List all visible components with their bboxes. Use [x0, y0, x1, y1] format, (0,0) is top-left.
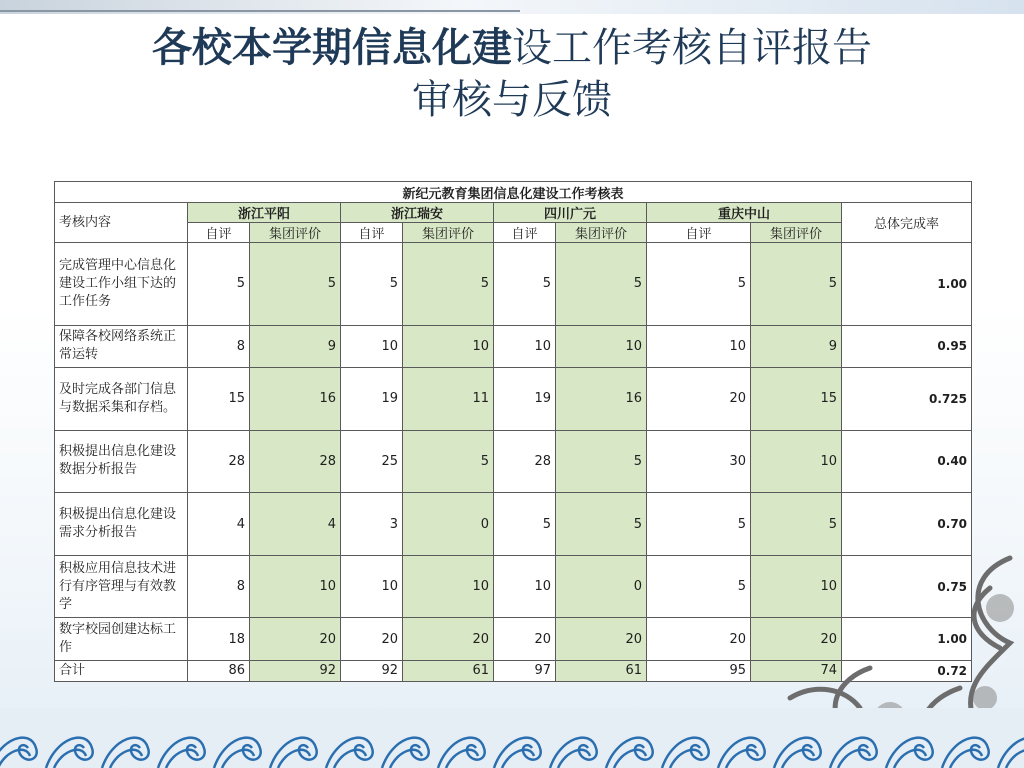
completion-rate-cell: 0.725 [842, 368, 972, 431]
group-eval-cell: 9 [250, 325, 341, 367]
table-row [55, 368, 972, 431]
row-item-label: 积极提出信息化建设数据分析报告 [55, 430, 188, 493]
self-eval-cell: 3 [341, 493, 403, 556]
self-eval-cell: 5 [647, 555, 751, 618]
group-eval-cell: 10 [751, 555, 842, 618]
title-line-2: 审核与反馈 [412, 77, 612, 123]
header-self-eval: 自评 [341, 223, 403, 243]
completion-rate-cell: 0.75 [842, 555, 972, 618]
completion-rate-cell: 1.00 [842, 618, 972, 660]
group-eval-cell: 5 [556, 493, 647, 556]
group-eval-cell: 5 [556, 243, 647, 326]
table-row [55, 243, 972, 326]
table-caption: 新纪元教育集团信息化建设工作考核表 [55, 182, 972, 203]
header-rate: 总体完成率 [842, 203, 972, 243]
table-row [55, 430, 972, 493]
group-eval-cell: 61 [556, 660, 647, 681]
header-group-eval: 集团评价 [556, 223, 647, 243]
group-eval-cell: 5 [250, 243, 341, 326]
group-eval-cell: 20 [403, 618, 494, 660]
header-self-eval: 自评 [188, 223, 250, 243]
group-eval-cell: 16 [556, 368, 647, 431]
header-item: 考核内容 [55, 203, 188, 243]
self-eval-cell: 5 [341, 243, 403, 326]
row-item-label: 积极提出信息化建设需求分析报告 [55, 493, 188, 556]
self-eval-cell: 5 [494, 493, 556, 556]
self-eval-cell: 97 [494, 660, 556, 681]
group-eval-cell: 0 [403, 493, 494, 556]
self-eval-cell: 20 [341, 618, 403, 660]
group-eval-cell: 4 [250, 493, 341, 556]
table-row [55, 325, 972, 367]
self-eval-cell: 86 [188, 660, 250, 681]
self-eval-cell: 20 [647, 368, 751, 431]
self-eval-cell: 5 [647, 493, 751, 556]
group-eval-cell: 92 [250, 660, 341, 681]
group-eval-cell: 15 [751, 368, 842, 431]
title-line-1-rest: 设工作考核自评报告 [512, 25, 872, 71]
group-eval-cell: 16 [250, 368, 341, 431]
row-item-label: 数字校园创建达标工作 [55, 618, 188, 660]
group-eval-cell: 61 [403, 660, 494, 681]
completion-rate-cell: 0.95 [842, 325, 972, 367]
self-eval-cell: 92 [341, 660, 403, 681]
header-school-ruian: 浙江瑞安 [341, 203, 494, 223]
self-eval-cell: 10 [647, 325, 751, 367]
self-eval-cell: 4 [188, 493, 250, 556]
self-eval-cell: 28 [188, 430, 250, 493]
group-eval-cell: 74 [751, 660, 842, 681]
self-eval-cell: 10 [341, 555, 403, 618]
group-eval-cell: 20 [250, 618, 341, 660]
group-eval-cell: 5 [556, 430, 647, 493]
row-item-label: 积极应用信息技术进行有序管理与有效教学 [55, 555, 188, 618]
self-eval-cell: 18 [188, 618, 250, 660]
header-self-eval: 自评 [494, 223, 556, 243]
self-eval-cell: 20 [494, 618, 556, 660]
self-eval-cell: 10 [341, 325, 403, 367]
self-eval-cell: 8 [188, 325, 250, 367]
group-eval-cell: 10 [403, 325, 494, 367]
self-eval-cell: 10 [494, 325, 556, 367]
self-eval-cell: 8 [188, 555, 250, 618]
group-eval-cell: 9 [751, 325, 842, 367]
header-school-guangyuan: 四川广元 [494, 203, 647, 223]
row-item-label: 及时完成各部门信息与数据采集和存档。 [55, 368, 188, 431]
group-eval-cell: 20 [751, 618, 842, 660]
group-eval-cell: 28 [250, 430, 341, 493]
row-item-label: 合计 [55, 660, 188, 681]
group-eval-cell: 10 [403, 555, 494, 618]
title-line-1 [0, 22, 1024, 74]
completion-rate-cell: 0.40 [842, 430, 972, 493]
group-eval-cell: 10 [751, 430, 842, 493]
group-eval-cell: 10 [556, 325, 647, 367]
self-eval-cell: 10 [494, 555, 556, 618]
slide-title [0, 22, 1024, 126]
self-eval-cell: 19 [494, 368, 556, 431]
header-group-eval: 集团评价 [403, 223, 494, 243]
self-eval-cell: 19 [341, 368, 403, 431]
self-eval-cell: 5 [188, 243, 250, 326]
group-eval-cell: 5 [403, 430, 494, 493]
top-decor-line [0, 10, 520, 12]
header-school-zhongshan: 重庆中山 [647, 203, 842, 223]
self-eval-cell: 95 [647, 660, 751, 681]
header-school-pingyang: 浙江平阳 [188, 203, 341, 223]
table-row [55, 493, 972, 556]
completion-rate-cell: 0.72 [842, 660, 972, 681]
group-eval-cell: 20 [556, 618, 647, 660]
group-eval-cell: 11 [403, 368, 494, 431]
group-eval-cell: 10 [250, 555, 341, 618]
row-item-label: 保障各校网络系统正常运转 [55, 325, 188, 367]
group-eval-cell: 5 [751, 243, 842, 326]
wave-decoration-icon [0, 708, 1024, 768]
header-group-eval: 集团评价 [751, 223, 842, 243]
group-eval-cell: 5 [751, 493, 842, 556]
self-eval-cell: 5 [647, 243, 751, 326]
group-eval-cell: 0 [556, 555, 647, 618]
row-item-label: 完成管理中心信息化建设工作小组下达的工作任务 [55, 243, 188, 326]
completion-rate-cell: 1.00 [842, 243, 972, 326]
title-line-1-bold: 各校本学期信息化建 [152, 25, 512, 71]
group-eval-cell: 5 [403, 243, 494, 326]
self-eval-cell: 28 [494, 430, 556, 493]
completion-rate-cell: 0.70 [842, 493, 972, 556]
self-eval-cell: 5 [494, 243, 556, 326]
header-self-eval: 自评 [647, 223, 751, 243]
self-eval-cell: 20 [647, 618, 751, 660]
self-eval-cell: 30 [647, 430, 751, 493]
self-eval-cell: 15 [188, 368, 250, 431]
header-group-eval: 集团评价 [250, 223, 341, 243]
self-eval-cell: 25 [341, 430, 403, 493]
